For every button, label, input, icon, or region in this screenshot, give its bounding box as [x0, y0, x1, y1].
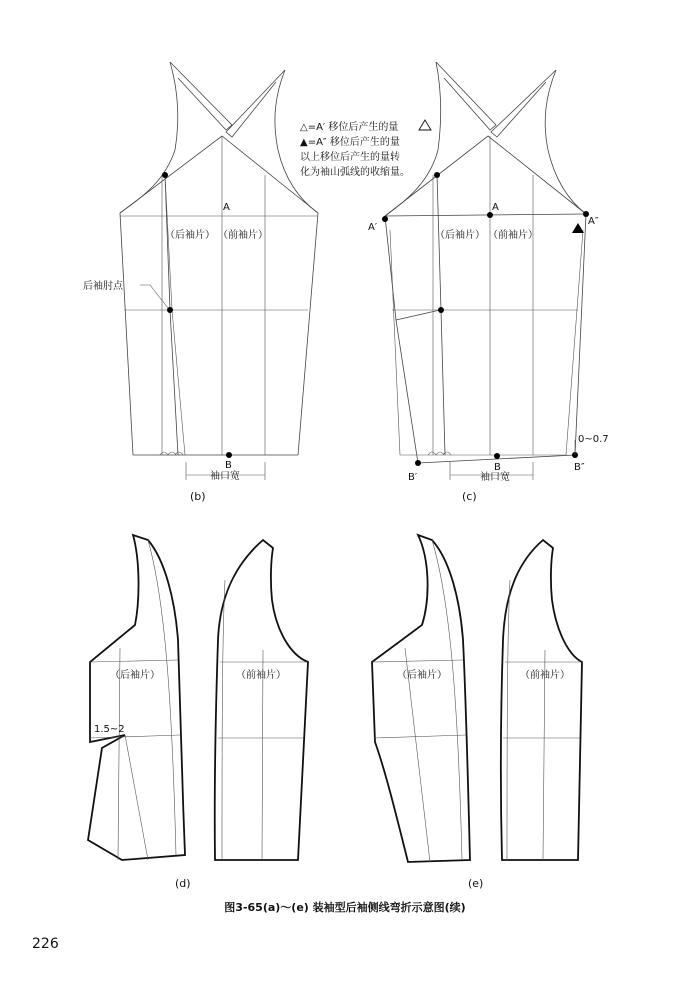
back-side-original — [390, 230, 400, 455]
front-sleeve-outline — [501, 540, 582, 860]
back-side-upper — [385, 216, 396, 320]
bicep-line — [385, 214, 586, 216]
elbow-point-dot — [438, 307, 444, 313]
cuff-width-label: 袖口宽 — [210, 471, 240, 482]
elbow-shift — [396, 310, 440, 320]
back-side-line — [120, 213, 133, 455]
inner-seam — [222, 580, 225, 860]
measure-label: 1.5~2 — [94, 724, 125, 735]
front-side-line — [298, 213, 318, 455]
front-sleeve-label: （前袖片） — [218, 230, 268, 241]
front-sleeve-outline — [215, 540, 308, 860]
figure-d — [88, 535, 308, 890]
sleeve-cap-curve — [120, 62, 178, 213]
front-sleeve-label: （前袖片） — [236, 670, 286, 681]
cap-point-dot — [434, 172, 440, 178]
caption-e: (e) — [468, 877, 484, 890]
cap-strap-left — [170, 62, 232, 130]
sleeve-cap-curve-front — [545, 70, 586, 214]
figure-b — [83, 62, 318, 503]
figure-e — [372, 535, 582, 890]
elbow-leader — [140, 285, 168, 308]
inner-seam — [507, 580, 510, 860]
bicep-line — [90, 660, 178, 662]
front-sleeve-label: （前袖片） — [488, 230, 538, 241]
back-seam-alt — [165, 175, 185, 455]
label-b1: B′ — [408, 472, 418, 483]
point-b1-dot — [415, 460, 421, 466]
back-seam — [437, 175, 445, 455]
label-a2: A″ — [588, 216, 599, 227]
back-sleeve-label: （后袖片） — [165, 230, 215, 241]
page-number: 226 — [32, 936, 59, 952]
elbow-point-label: 后袖肘点 — [83, 281, 123, 292]
back-sleeve-outline — [88, 535, 185, 860]
front-side-line — [575, 214, 586, 455]
note-line-2: ▲=A″ 移位后产生的量 — [300, 137, 400, 148]
cuff-width-label: 袖口宽 — [480, 472, 510, 483]
point-a1-dot — [382, 216, 388, 222]
back-sleeve-label: （后袖片） — [110, 670, 160, 681]
label-b2: B″ — [574, 462, 585, 473]
dart-line — [125, 735, 148, 860]
inner-seam — [432, 540, 462, 860]
label-a1: A′ — [368, 222, 378, 233]
label-b: B — [494, 462, 501, 473]
figure-title: 图3-65(a)～(e) 装袖型后袖侧线弯折示意图(续) — [224, 901, 466, 914]
caption-c: (c) — [462, 490, 477, 503]
note-line-1: △=A′ 移位后产生的量 — [300, 122, 399, 133]
cap-strap-left — [436, 62, 496, 130]
label-a: A — [492, 202, 499, 213]
sleeve-cap-line — [120, 136, 318, 213]
back-sleeve-label: （后袖片） — [397, 670, 447, 681]
caption-b: (b) — [190, 490, 206, 503]
elbow-line — [374, 735, 466, 738]
solid-triangle-icon — [572, 223, 584, 233]
hem-marks — [428, 452, 451, 455]
front-sleeve-label: （前袖片） — [520, 670, 570, 681]
label-a: A — [223, 202, 230, 213]
hollow-triangle-icon — [419, 120, 431, 130]
note-line-3: 以上移位后产生的量转 — [300, 152, 400, 163]
caption-d: (d) — [175, 877, 191, 890]
cap-point-dot — [162, 172, 168, 178]
point-b-dot — [494, 453, 500, 459]
cap-strap-right — [491, 70, 556, 137]
grain-line — [543, 650, 545, 860]
bicep-line — [372, 660, 463, 662]
hem-marks — [160, 452, 183, 455]
back-sleeve-label: （后袖片） — [435, 230, 485, 241]
point-b-dot — [226, 452, 232, 458]
figure-c — [300, 62, 609, 503]
elbow-line — [90, 735, 180, 738]
grain-line — [262, 650, 263, 860]
label-b: B — [225, 460, 232, 471]
offset-label: 0~0.7 — [578, 434, 609, 445]
note-line-4: 化为袖山弧线的收缩量。 — [300, 167, 410, 178]
sleeve-cap-line — [385, 136, 586, 216]
inner-seam — [148, 540, 176, 855]
